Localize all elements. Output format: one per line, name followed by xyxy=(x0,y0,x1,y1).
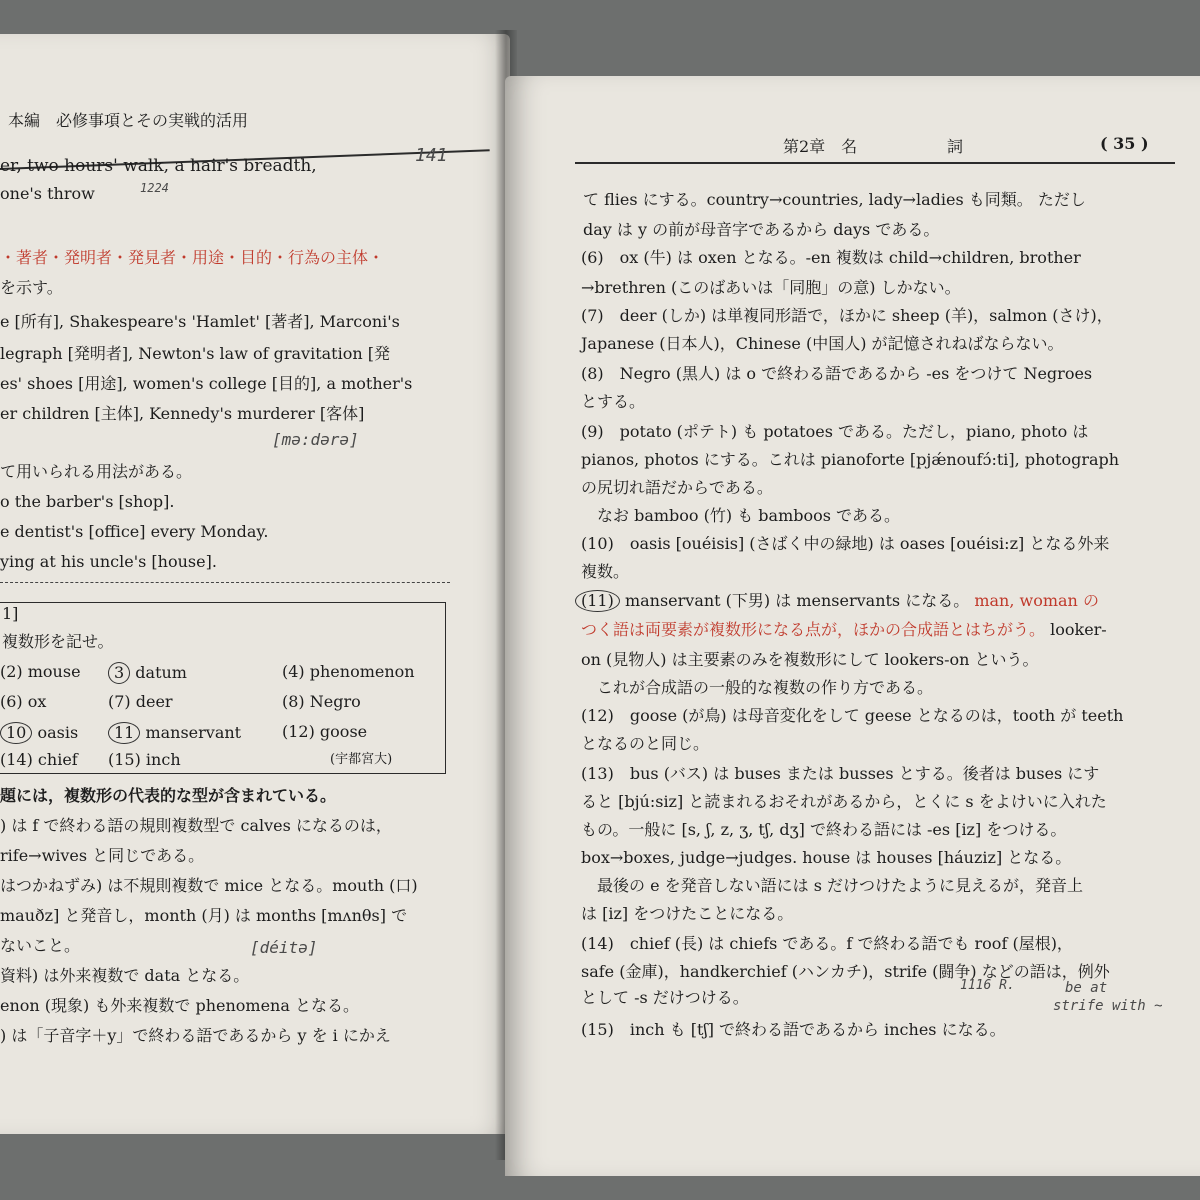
exercise-source: (宇都宮大) xyxy=(330,752,393,767)
circled-3: 3 xyxy=(108,662,130,684)
circled-11-right: (11) xyxy=(575,590,620,612)
right-line-18: これが合成語の一般的な複数の作り方である。 xyxy=(581,678,934,697)
circled-11: 11 xyxy=(108,722,140,744)
left-line-answer-6: 資料) は外来複数で data となる。 xyxy=(0,966,250,985)
page-number: ( 35 ) xyxy=(1100,134,1149,153)
left-line-answers-intro: 題には，複数形の代表的な型が含まれている。 xyxy=(0,786,337,805)
handwriting-1224: 1224 xyxy=(140,181,169,195)
right-line-15-red: man, woman の xyxy=(974,591,1099,610)
left-line-answer-3: はつかねずみ) は不規則複数で mice となる。mouth (口) xyxy=(0,876,418,895)
left-line-9: て用いられる用法がある。 xyxy=(0,462,193,481)
right-line-23: もの。一般に [s, ʃ, z, ʒ, tʃ, dʒ] で終わる語には -es [iz] をつける。 xyxy=(581,820,1067,839)
right-line-3: (6) ox (牛) は oxen となる。-en 複数は child→children, brother xyxy=(581,248,1081,267)
exercise-item-2: (2) mouse xyxy=(0,662,81,681)
left-page-header: 本編 必修事項とその実戦的活用 xyxy=(8,111,249,130)
right-line-4: →brethren (このばあいは「同胞」の意) しかない。 xyxy=(581,278,961,297)
left-page xyxy=(0,34,510,1134)
right-page-header-word: 詞 xyxy=(947,137,964,156)
left-line-10: o the barber's [shop]. xyxy=(0,492,175,511)
left-line-answer-1: ) は f で終わる語の規則複数型で calves になるのは， xyxy=(0,816,392,835)
right-line-16-tail: looker- xyxy=(1050,620,1107,639)
right-line-21: (13) bus (バス) は buses または busses とする。後者は buses にす xyxy=(581,764,1100,783)
right-line-1: て flies にする。country→countries, lady→ladies も同類。 ただし xyxy=(583,190,1086,209)
left-line-4: を示す。 xyxy=(0,278,63,297)
exercise-item-14: (14) chief xyxy=(0,750,78,769)
right-page-chapter: 第2章 名 xyxy=(783,137,858,156)
right-line-19: (12) goose (が鳥) は母音変化をして geese となるのは，tooth が teeth xyxy=(581,706,1124,725)
right-line-6: Japanese (日本人)，Chinese (中国人) が記憶されねばならない。 xyxy=(581,334,1064,353)
right-line-10: pianos, photos にする。これは pianoforte [pjǽnoufɔ́:ti], photograph xyxy=(581,450,1120,469)
left-line-answer-8: ) は「子音字＋y」で終わる語であるから y を i にかえ xyxy=(0,1026,391,1045)
handwriting-141: 141 xyxy=(415,145,448,166)
right-line-16-red: つく語は両要素が複数形になる点が，ほかの合成語とはちがう。 xyxy=(581,620,1046,639)
left-line-6: legraph [発明者], Newton's law of gravitation [発 xyxy=(0,344,390,363)
exercise-item-11-word: manservant xyxy=(145,723,242,742)
right-line-9: (9) potato (ポテト) も potatoes である。ただし，piano, photo は xyxy=(581,422,1089,441)
right-line-28: safe (金庫)，handkerchief (ハンカチ)，strife (闘争) などの語は，例外 xyxy=(581,962,1110,981)
left-line-1: er, two hours' walk, a hair's breadth, xyxy=(0,156,317,176)
right-line-13: (10) oasis [ouéisis] (さばく中の緑地) は oases [ouéisi:z] となる外来 xyxy=(581,534,1110,553)
exercise-item-6: (6) ox xyxy=(0,692,47,711)
right-line-15 xyxy=(575,590,1099,612)
exercise-item-12: (12) goose xyxy=(282,722,368,741)
right-line-27: (14) chief (長) は chiefs である。f で終わる語でも roof (屋根)， xyxy=(581,934,1073,953)
right-line-30: (15) inch も [tʃ] で終わる語であるから inches になる。 xyxy=(581,1020,1006,1039)
circled-10: 10 xyxy=(0,722,32,744)
exercise-item-10 xyxy=(0,722,78,744)
right-line-26: は [iz] をつけたことになる。 xyxy=(581,904,794,923)
section-divider xyxy=(0,582,450,584)
handwriting-strife-with: strife with ~ xyxy=(1053,998,1163,1014)
right-header-rule xyxy=(575,162,1175,164)
left-line-12: ying at his uncle's [house]. xyxy=(0,552,217,571)
right-line-16 xyxy=(581,620,1107,640)
right-line-8: とする。 xyxy=(581,392,646,411)
left-line-answer-4: mauðz] と発音し，month (月) は months [mʌnθs] で xyxy=(0,906,408,925)
right-line-22: ると [bjú:siz] と読まれるおそれがあるから，とくに s をよけいに入れた xyxy=(581,792,1107,811)
right-line-11: の尻切れ語だからである。 xyxy=(581,478,773,497)
left-line-3: ・著者・発明者・発見者・用途・目的・行為の主体・ xyxy=(0,248,385,267)
left-line-11: e dentist's [office] every Monday. xyxy=(0,522,269,541)
exercise-item-10-word: oasis xyxy=(37,723,79,742)
right-line-15-text: manservant (下男) は menservants になる。 xyxy=(624,591,970,610)
handwriting-1116r: 1116 R. xyxy=(960,978,1015,993)
left-line-5: e [所有], Shakespeare's 'Hamlet' [著者], Marconi's xyxy=(0,312,400,331)
exercise-item-4: (4) phenomenon xyxy=(282,662,415,681)
exercise-box xyxy=(0,602,446,774)
right-line-24: box→boxes, judge→judges. house は houses [háuziz] となる。 xyxy=(581,848,1072,867)
right-line-14: 複数。 xyxy=(581,562,630,581)
right-line-17: on (見物人) は主要素のみを複数形にして lookers-on という。 xyxy=(581,650,1039,669)
exercise-item-8: (8) Negro xyxy=(282,692,361,711)
exercise-item-11 xyxy=(108,722,241,744)
left-line-answer-2: rife→wives と同じである。 xyxy=(0,846,205,865)
left-line-7: es' shoes [用途], women's college [目的], a mother's xyxy=(0,374,413,393)
handwriting-murderer-ipa: [mə:dərə] xyxy=(272,430,359,449)
left-line-answer-5: ないこと。 xyxy=(0,936,81,955)
right-page xyxy=(505,76,1200,1176)
right-line-20: となるのと同じ。 xyxy=(581,734,710,753)
exercise-number: 1] xyxy=(2,604,19,623)
exercise-item-7: (7) deer xyxy=(108,692,173,711)
handwriting-data-ipa: [déitə] xyxy=(250,938,318,957)
left-line-8: er children [主体], Kennedy's murderer [客体] xyxy=(0,404,365,423)
exercise-item-15: (15) inch xyxy=(108,750,181,769)
exercise-item-3 xyxy=(108,662,187,684)
right-line-12: なお bamboo (竹) も bamboos である。 xyxy=(581,506,901,525)
right-line-5: (7) deer (しか) は単複同形語で，ほかに sheep (羊)，salmon (さけ)， xyxy=(581,306,1113,325)
left-line-answer-7: enon (現象) も外来複数で phenomena となる。 xyxy=(0,996,359,1015)
right-line-25: 最後の e を発音しない語には s だけつけたように見えるが，発音上 xyxy=(581,876,1084,895)
handwriting-be-at: be at xyxy=(1065,980,1108,996)
exercise-instruction: 複数形を記せ。 xyxy=(2,632,114,651)
right-line-7: (8) Negro (黒人) は o で終わる語であるから -es をつけて Negroes xyxy=(581,364,1093,383)
exercise-item-3-word: datum xyxy=(135,663,187,682)
right-line-2: day は y の前が母音字であるから days である。 xyxy=(583,220,940,239)
right-line-29: として -s だけつける。 xyxy=(581,988,749,1007)
left-line-2: one's throw xyxy=(0,184,95,203)
